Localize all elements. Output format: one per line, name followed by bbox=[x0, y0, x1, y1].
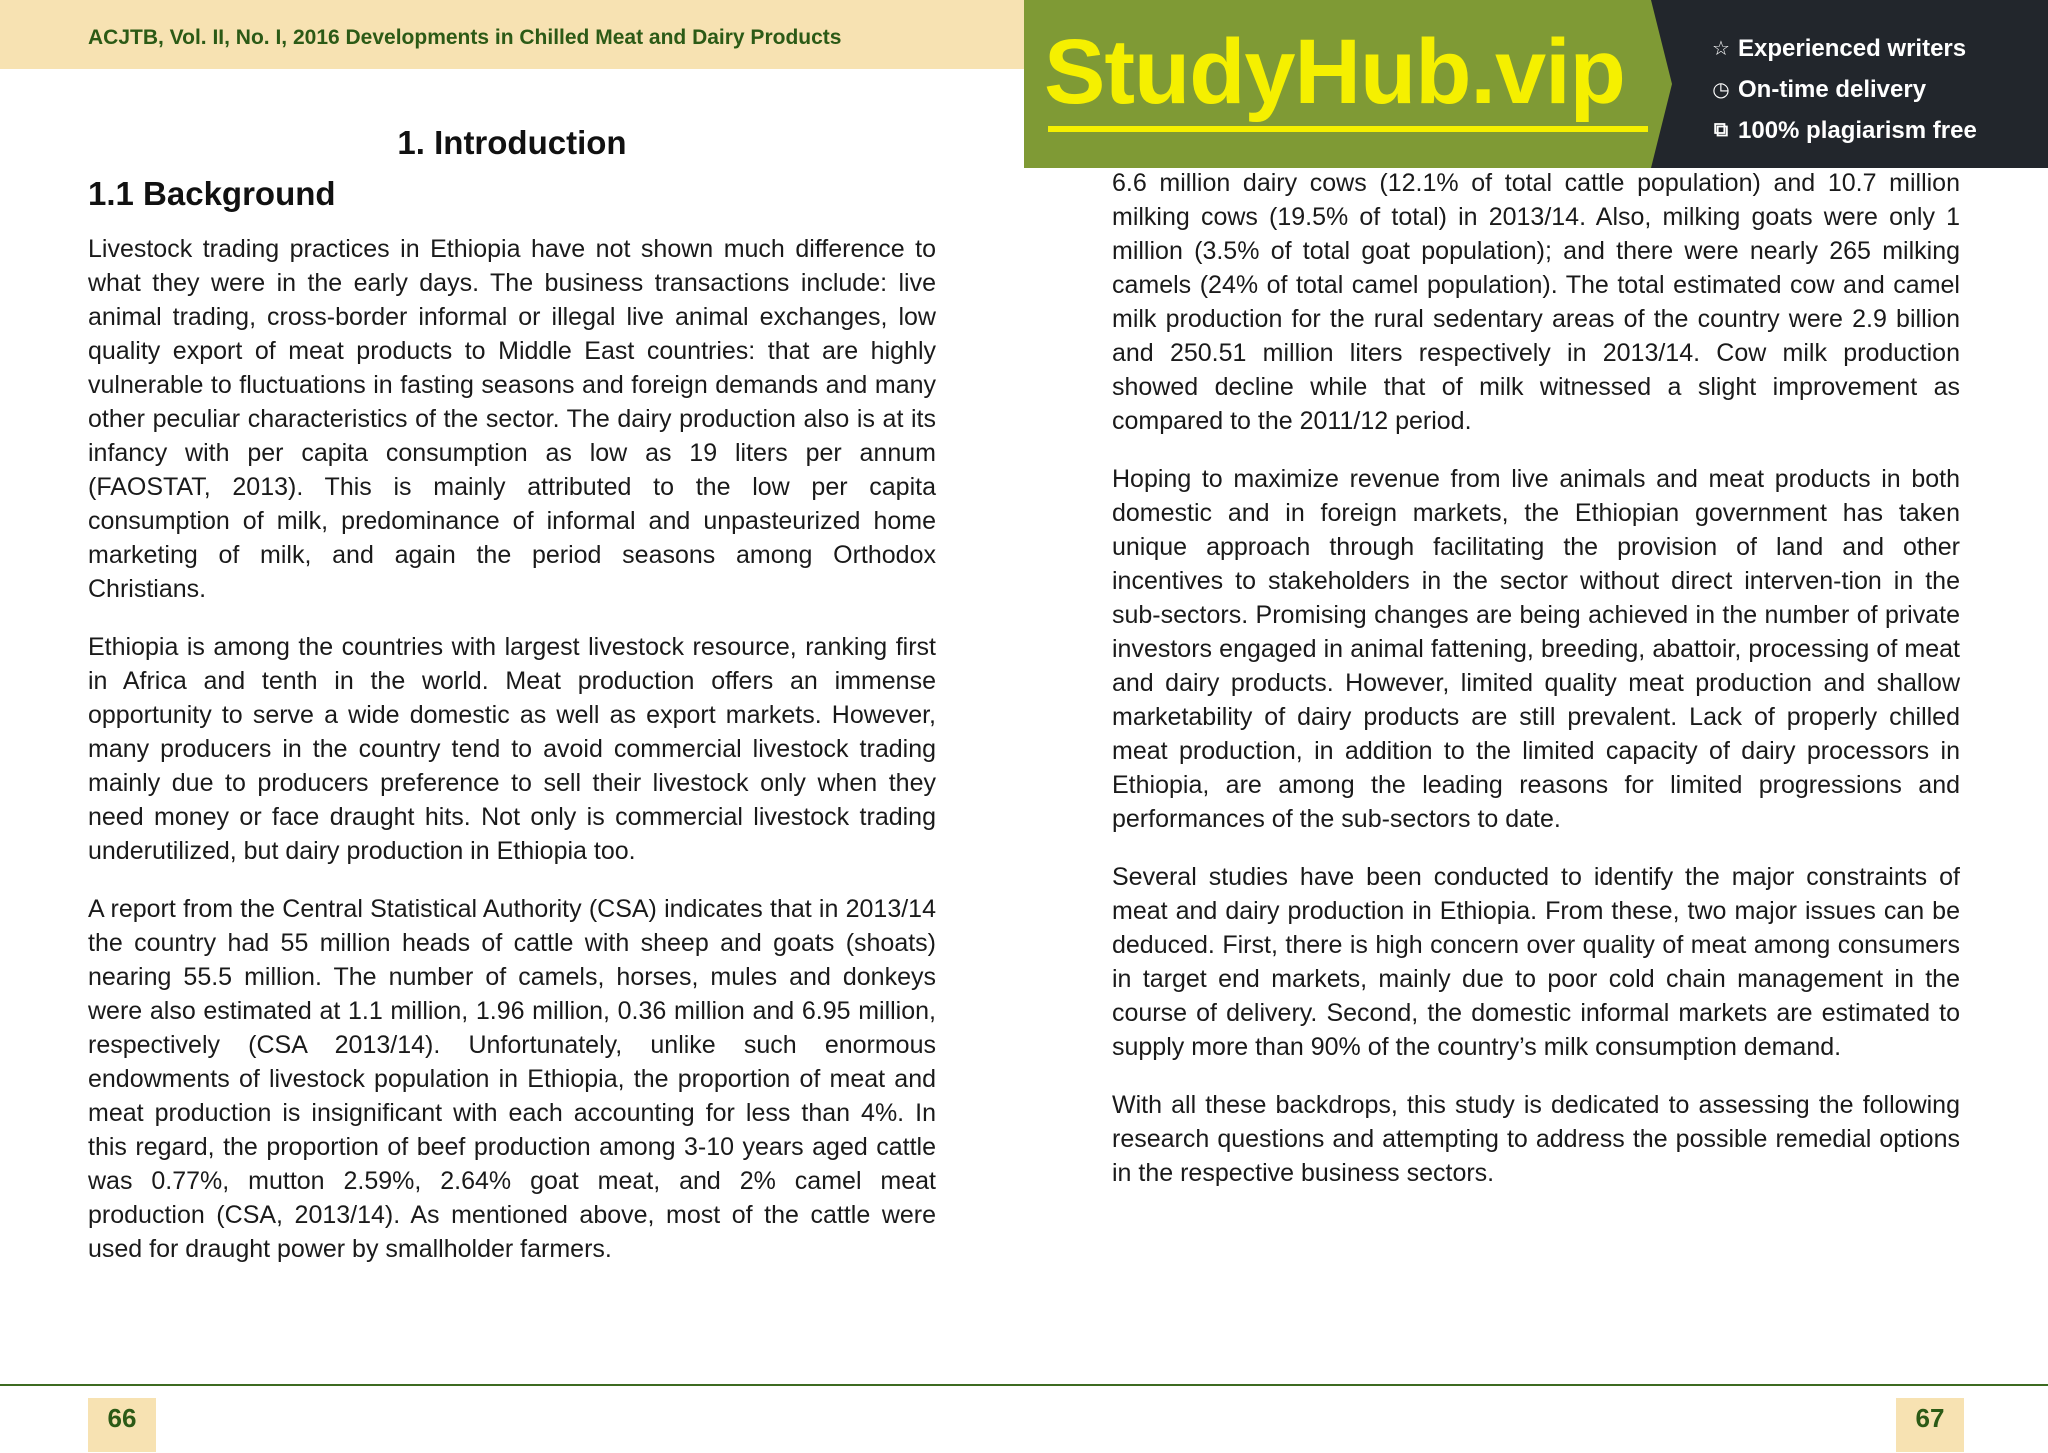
studyhub-banner[interactable] bbox=[1024, 0, 2048, 168]
feature-label: Experienced writers bbox=[1738, 34, 1967, 62]
right-page-column bbox=[1112, 166, 1960, 1214]
brand-underline bbox=[1048, 126, 1648, 132]
paragraph: 6.6 million dairy cows (12.1% of total cattle population) and 10.7 million milking cows (19.5% of total) in 2013/14. Also, milking goats were only 1 million (3.5% of total goat population); and there were nearly 265 milking camels (24% of total camel population). The total estimated cow and camel milk production for the rural sedentary areas of the country were 2.9 billion and 250.51 million liters respectively in 2013/14. Cow milk production showed decline while that of milk witnessed a slight improvement as compared to the 2011/12 period. bbox=[1112, 169, 1960, 435]
left-page-column bbox=[88, 118, 936, 1290]
star-icon: ☆ bbox=[1712, 38, 1730, 60]
paragraph: With all these backdrops, this study is dedicated to assessing the following research questions and attempting to address the possible remedial options in the respective business sectors. bbox=[1112, 1091, 1960, 1187]
paragraph: Ethiopia is among the countries with largest livestock resource, ranking first in Africa and tenth in the world. Meat production offers an immense opportunity to serve a wide domestic as well as export markets. However, many producers in the country tend to avoid commercial livestock trading mainly due to producers preference to sell their livestock only when they need money or face draught hits. Not only is commercial livestock trading underutilized, but dairy production in Ethiopia too. bbox=[88, 633, 936, 865]
feature-label: On-time delivery bbox=[1738, 75, 1927, 103]
paragraph: Several studies have been conducted to identify the major constraints of meat and dairy production in Ethiopia. From these, two major issues can be deduced. First, there is high concern over quality of meat among consumers in target end markets, mainly due to poor cold chain management in the course of delivery. Second, the domestic informal markets are estimated to supply more than 90% of the country’s milk consumption demand. bbox=[1112, 863, 1960, 1061]
copy-icon: ⧉ bbox=[1713, 119, 1729, 141]
feature-item bbox=[1710, 110, 1977, 151]
running-title: ACJTB, Vol. II, No. I, 2016 Developments in Chilled Meat and Dairy Products bbox=[88, 26, 842, 49]
footer-divider bbox=[0, 1384, 2048, 1386]
clock-icon: ◷ bbox=[1712, 79, 1730, 101]
paragraph: A report from the Central Statistical Authority (CSA) indicates that in 2013/14 the country had 55 million heads of cattle with sheep and goats (shoats) nearing 55.5 million. The number of camels, horses, mules and donkeys were also estimated at 1.1 million, 1.96 million, 0.36 million and 6.95 million, respectively (CSA 2013/14). Unfortunately, unlike such enormous endowments of livestock population in Ethiopia, the proportion of meat and meat production is insignificant with each accounting for less than 4%. In this regard, the proportion of beef production among 3-10 years aged cattle was 0.77%, mutton 2.59%, 2.64% goat meat, and 2% camel meat production (CSA, 2013/14). As mentioned above, most of the cattle were used for draught power by smallholder farmers. bbox=[88, 895, 936, 1263]
feature-label: 100% plagiarism free bbox=[1738, 116, 1977, 144]
feature-item bbox=[1710, 69, 1977, 110]
page-number-right: 67 bbox=[1896, 1398, 1964, 1452]
feature-list bbox=[1710, 28, 1977, 151]
paragraph: Hoping to maximize revenue from live animals and meat products in both domestic and in foreign markets, the Ethiopian government has taken unique approach through facilitating the provision of land and other incentives to stakeholders in the sector without direct interven-tion in the sub-sectors. Promising changes are being achieved in the number of private investors engaged in animal fattening, breeding, abattoir, processing of meat and dairy products. However, limited quality meat production and shallow marketability of dairy products are still prevalent. Lack of properly chilled meat production, in addition to the limited capacity of dairy processors in Ethiopia, are among the leading reasons for limited progressions and performances of the sub-sectors to date. bbox=[1112, 465, 1960, 833]
section-title: 1. Introduction bbox=[397, 124, 627, 161]
feature-item bbox=[1710, 28, 1977, 69]
brand-logo[interactable]: StudyHub.vip bbox=[1044, 21, 1625, 123]
subsection-title: 1.1 Background bbox=[88, 175, 336, 212]
page-number-left: 66 bbox=[88, 1398, 156, 1452]
paragraph: Livestock trading practices in Ethiopia have not shown much difference to what they were in the early days. The business transactions include: live animal trading, cross-border informal or illegal live animal exchanges, low quality export of meat products to Middle East countries: that are highly vulnerable to fluctuations in fasting seasons and foreign demands and many other peculiar characteristics of the sector. The dairy production also is at its infancy with per capita consumption as low as 19 liters per annum (FAOSTAT, 2013). This is mainly attributed to the low per capita consumption of milk, predominance of informal and unpasteurized home marketing of milk, and again the period seasons among Orthodox Christians. bbox=[88, 235, 936, 603]
running-header bbox=[0, 0, 1024, 69]
